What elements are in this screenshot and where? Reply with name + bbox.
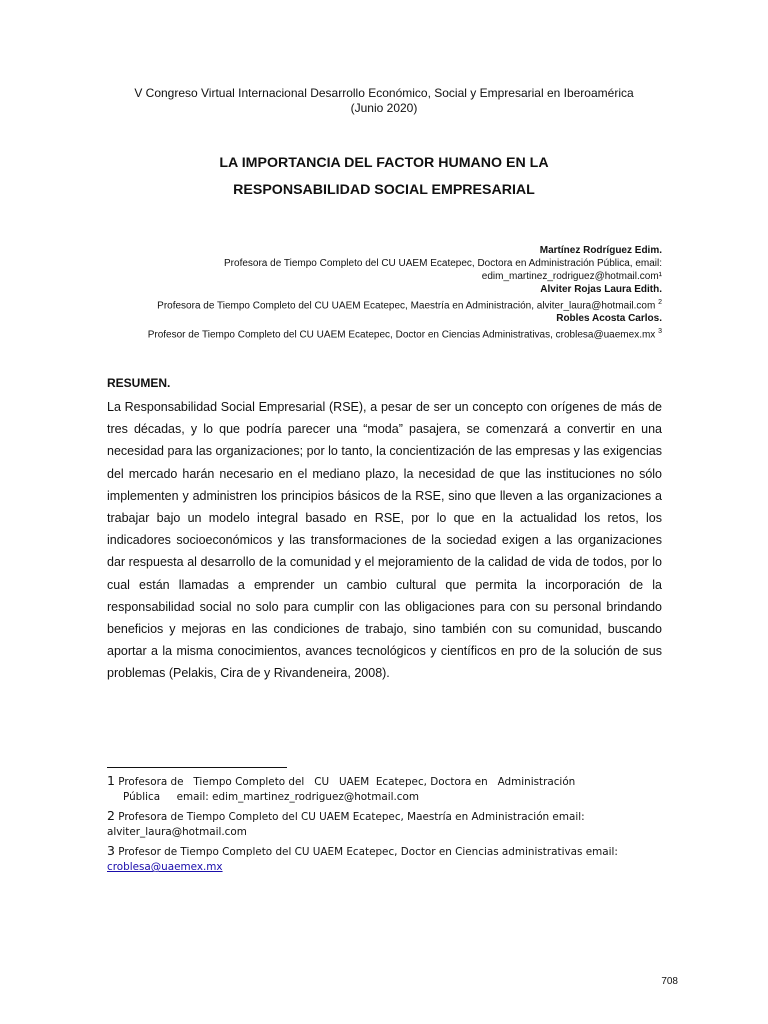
- paper-title-line-1: LA IMPORTANCIA DEL FACTOR HUMANO EN LA: [219, 155, 549, 171]
- congress-header: [100, 86, 668, 116]
- author-block: [62, 244, 662, 342]
- footnote-text-1: Profesora de Tiempo Completo del CU UAEM Ecatepec, Doctora en Administración: [118, 776, 576, 788]
- footnote-1: [107, 773, 667, 805]
- paper-title-line-2: RESPONSABILIDAD SOCIAL EMPRESARIAL: [233, 182, 535, 198]
- footnotes: [107, 773, 667, 878]
- author-email-1: edim_martinez_rodriguez@hotmail.com¹: [481, 271, 662, 282]
- paper-title: [100, 150, 668, 204]
- author-affiliation-2-text: Profesora de Tiempo Completo del CU UAEM Ecatepec, Maestría en Administración, alviter_laura@hotmail.com: [157, 300, 656, 312]
- footnote-marker-3: 3: [658, 328, 662, 336]
- abstract-heading: RESUMEN.: [107, 376, 171, 390]
- abstract-body: La Responsabilidad Social Empresarial (RSE), a pesar de ser un concepto con orígenes de más de tres décadas, y lo que podría parecer una “moda” pasajera, se comenzará a convertir en una necesidad para las organizaciones; por lo tanto, la concientización de las empresas y las exigencias del mercado harán necesario en el mediano plazo, la necesidad de que las instituciones no sólo implementen y administren los principios básicos de la RSE, sino que lleven a las organizaciones a trabajar bajo un modelo integral basado en RSE, por lo que en la actualidad los retos, los indicadores socioeconómicos y las transformaciones de la sociedad exigen a las organizaciones dar respuesta al desarrollo de la comunidad y el mejoramiento de la calidad de vida de todos, por lo cual están llamadas a emprender un cambio cultural que permita la incorporación de la responsabilidad social no solo para cumplir con las obligaciones para con su personal brindando beneficios y mejoras en las condiciones de trabajo, sino también con su comunidad, buscando aportar a la misma conocimientos, avances tecnológicos y científicos en pro de la solución de sus problemas (Pelakis, Cira de y Rivandeneira, 2008).: [107, 400, 662, 681]
- author-name-3: Robles Acosta Carlos.: [556, 313, 662, 325]
- footnote-2: [107, 808, 667, 840]
- author-affiliation-1: Profesora de Tiempo Completo del CU UAEM Ecatepec, Doctora en Administración Pública, email:: [224, 258, 662, 269]
- congress-name: V Congreso Virtual Internacional Desarrollo Económico, Social y Empresarial en Iberoamérica: [134, 86, 634, 100]
- author-affiliation-2: [62, 296, 662, 312]
- email-link-croblesa[interactable]: croblesa@uaemex.mx: [107, 861, 223, 873]
- footnote-divider: [107, 767, 287, 768]
- footnote-text-2: Profesora de Tiempo Completo del CU UAEM Ecatepec, Maestría en Administración email:: [118, 811, 585, 823]
- footnote-number-1: 1: [107, 773, 115, 788]
- congress-date: (Junio 2020): [350, 101, 418, 115]
- footnote-marker-2: 2: [658, 299, 662, 306]
- footnote-3: [107, 843, 667, 875]
- footnote-number-3: 3: [107, 843, 115, 858]
- author-name-1: Martínez Rodríguez Edim.: [539, 245, 662, 256]
- author-affiliation-3-text: Profesor de Tiempo Completo del CU UAEM Ecatepec, Doctor en Ciencias Administrativas, croblesa@uaemex.mx: [147, 329, 656, 341]
- footnote-text-2-cont: alviter_laura@hotmail.com: [107, 826, 247, 838]
- footnote-number-2: 2: [107, 808, 115, 823]
- author-affiliation-3: [62, 325, 662, 341]
- author-name-2: Alviter Rojas Laura Edith.: [540, 284, 662, 295]
- footnote-text-3: Profesor de Tiempo Completo del CU UAEM Ecatepec, Doctor en Ciencias administrativas email:: [118, 846, 618, 858]
- footnote-text-1-cont: Pública email: edim_martinez_rodriguez@hotmail.com: [123, 791, 419, 803]
- page-number: 708: [661, 976, 678, 987]
